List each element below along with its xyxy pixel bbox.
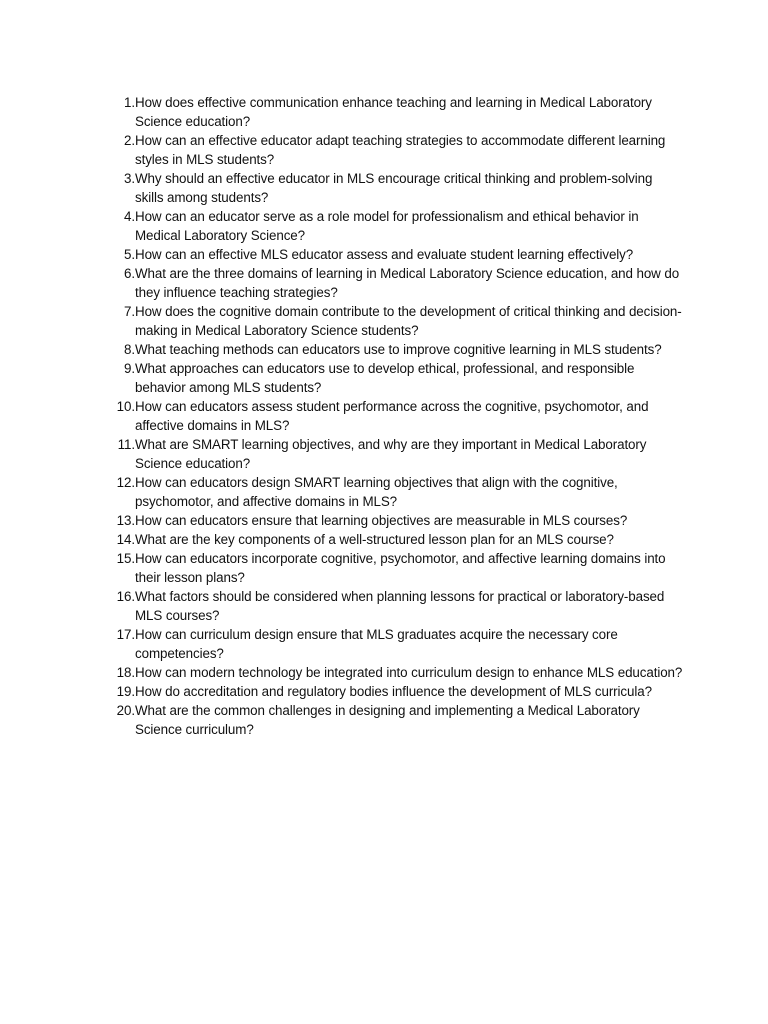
question-number: 16. (116, 589, 135, 604)
list-item (100, 93, 684, 131)
question-list (100, 93, 684, 739)
question-number: 3. (124, 171, 135, 186)
question-number: 19. (116, 684, 135, 699)
question-text: How does the cognitive domain contribute to the development of critical thinking and decision-making in Medical Laboratory Science students? (135, 304, 682, 338)
question-number: 15. (116, 551, 135, 566)
question-text: How does effective communication enhance teaching and learning in Medical Laboratory Science education? (135, 95, 652, 129)
question-number: 18. (116, 665, 135, 680)
question-text: What are the key components of a well-structured lesson plan for an MLS course? (135, 532, 614, 547)
list-item (100, 169, 684, 207)
list-item (100, 245, 684, 264)
question-number: 8. (124, 342, 135, 357)
question-text: How can an effective educator adapt teaching strategies to accommodate different learning styles in MLS students? (135, 133, 666, 167)
question-number: 4. (124, 209, 135, 224)
question-number: 13. (116, 513, 135, 528)
question-text: What factors should be considered when planning lessons for practical or laboratory-based MLS courses? (135, 589, 665, 623)
question-number: 12. (116, 475, 135, 490)
question-text: How do accreditation and regulatory bodies influence the development of MLS curricula? (135, 684, 652, 699)
list-item (100, 663, 684, 682)
question-text: How can educators design SMART learning objectives that align with the cognitive, psychomotor, and affective domains in MLS? (135, 475, 618, 509)
list-item (100, 302, 684, 340)
question-number: 9. (124, 361, 135, 376)
list-item (100, 359, 684, 397)
question-text: What are the three domains of learning in Medical Laboratory Science education, and how do they influence teaching strategies? (135, 266, 680, 300)
question-number: 14. (116, 532, 135, 547)
question-text: Why should an effective educator in MLS encourage critical thinking and problem-solving skills among students? (135, 171, 653, 205)
question-text: How can curriculum design ensure that MLS graduates acquire the necessary core competencies? (135, 627, 618, 661)
question-number: 1. (124, 95, 135, 110)
list-item (100, 587, 684, 625)
question-number: 5. (124, 247, 135, 262)
list-item (100, 264, 684, 302)
question-text: How can modern technology be integrated into curriculum design to enhance MLS education? (135, 665, 683, 680)
list-item (100, 473, 684, 511)
question-number: 10. (116, 399, 135, 414)
list-item (100, 625, 684, 663)
list-item (100, 549, 684, 587)
question-number: 20. (116, 703, 135, 718)
question-number: 2. (124, 133, 135, 148)
list-item (100, 340, 684, 359)
list-item (100, 131, 684, 169)
question-number: 7. (124, 304, 135, 319)
list-item (100, 397, 684, 435)
list-item (100, 682, 684, 701)
list-item (100, 701, 684, 739)
question-text: How can educators ensure that learning objectives are measurable in MLS courses? (135, 513, 628, 528)
question-text: What approaches can educators use to develop ethical, professional, and responsible behavior among MLS students? (135, 361, 635, 395)
question-number: 11. (117, 437, 135, 452)
list-item (100, 511, 684, 530)
question-text: How can educators incorporate cognitive, psychomotor, and affective learning domains into their lesson plans? (135, 551, 666, 585)
question-text: How can educators assess student performance across the cognitive, psychomotor, and affective domains in MLS? (135, 399, 649, 433)
question-text: How can an effective MLS educator assess and evaluate student learning effectively? (135, 247, 634, 262)
question-text: What teaching methods can educators use to improve cognitive learning in MLS students? (135, 342, 662, 357)
list-item (100, 530, 684, 549)
list-item (100, 435, 684, 473)
list-item (100, 207, 684, 245)
question-text: What are SMART learning objectives, and why are they important in Medical Laboratory Science education? (135, 437, 647, 471)
question-text: How can an educator serve as a role model for professionalism and ethical behavior in Medical Laboratory Science? (135, 209, 639, 243)
question-text: What are the common challenges in designing and implementing a Medical Laboratory Science curriculum? (135, 703, 640, 737)
question-number: 6. (124, 266, 135, 281)
question-number: 17. (116, 627, 135, 642)
